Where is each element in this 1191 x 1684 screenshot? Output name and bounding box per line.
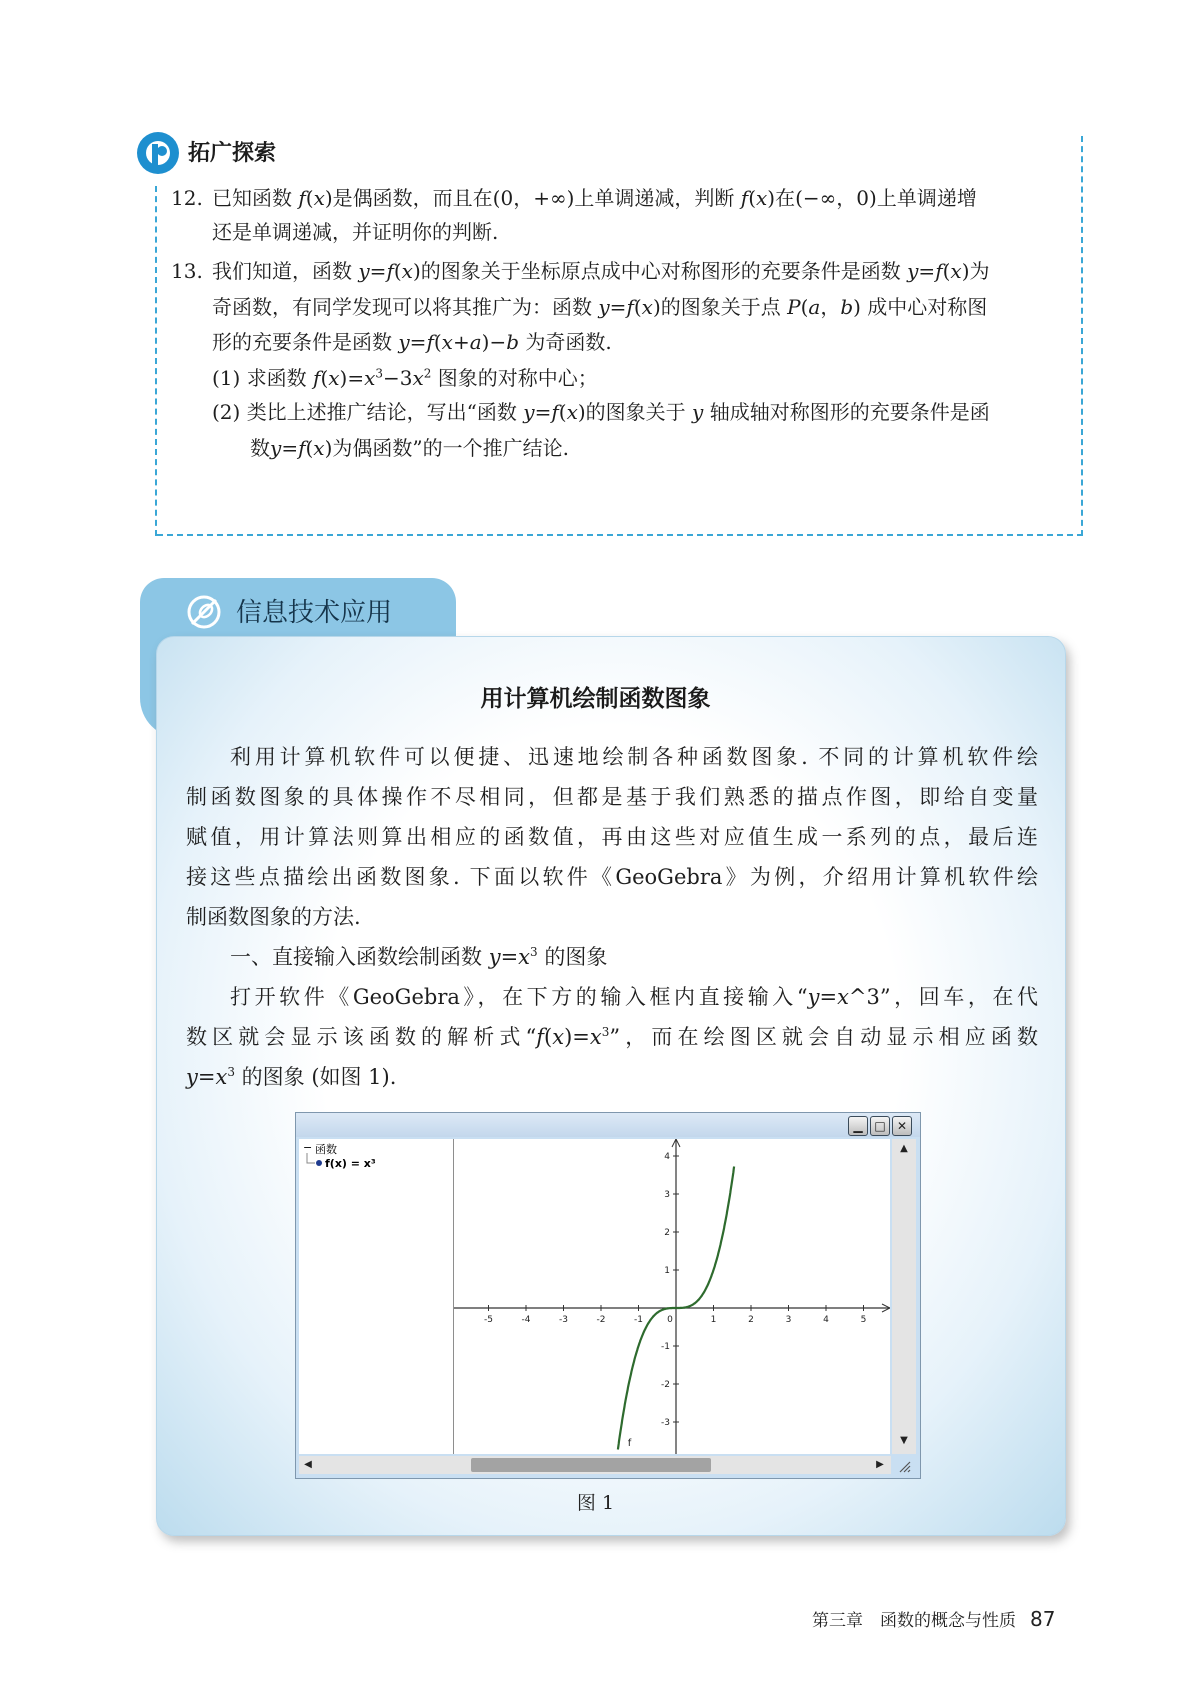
x-tick-label: 4 <box>823 1315 829 1325</box>
paragraph-line: 数区就会显示该函数的解析式“$f(x)=x^3$”，而在绘图区就会自动显示相应函数 <box>186 1025 1038 1049</box>
exercise-line: 数y=f(x)为偶函数”的一个推广结论. <box>250 436 569 460</box>
paragraph-line: 制函数图象的具体操作不尽相同，但都是基于我们熟悉的描点作图，即给自变量 <box>186 785 1038 809</box>
horizontal-scrollbar[interactable] <box>299 1456 891 1474</box>
resize-grip-icon[interactable] <box>896 1458 912 1474</box>
info-tech-icon <box>186 594 222 630</box>
maximize-button[interactable]: □ <box>870 1116 890 1136</box>
exercise-line: 奇函数，有同学发现可以将其推广为：函数 y=f(x)的图象关于点 P(a，b) 成中心对称图 <box>212 295 988 319</box>
vertical-scrollbar[interactable] <box>892 1139 916 1454</box>
geogebra-titlebar <box>296 1113 920 1137</box>
exercise-line: 我们知道，函数 y=f(x)的图象关于坐标原点成中心对称图形的充要条件是函数 y=f(x)为 <box>212 259 990 283</box>
page-number: 87 <box>1030 1607 1056 1631</box>
x-tick-label: -5 <box>484 1315 493 1325</box>
exercise-line: 还是单调递减，并证明你的判断. <box>212 220 499 244</box>
algebra-function-entry[interactable]: f(x) = x³ <box>325 1157 376 1170</box>
scroll-right-icon[interactable]: ▶ <box>876 1459 884 1470</box>
y-tick-label: 1 <box>664 1266 670 1276</box>
x-tick-label: -3 <box>559 1315 568 1325</box>
x-tick-label: 5 <box>860 1315 867 1325</box>
function-graph <box>454 1139 890 1454</box>
tree-branch-icon <box>305 1153 325 1167</box>
horizontal-scroll-thumb[interactable] <box>471 1458 711 1472</box>
page-footer <box>812 1606 1055 1631</box>
paragraph-line: 接这些点描绘出函数图象. 下面以软件《GeoGebra》为例，介绍用计算机软件绘 <box>186 865 1038 889</box>
paragraph-line: $y=x^3$ 的图象 (如图 1). <box>186 1065 397 1089</box>
section-heading: 一、直接输入函数绘制函数 $y=x^3$ 的图象 <box>230 945 608 969</box>
paragraph-line: 制函数图象的方法. <box>186 905 361 929</box>
y-tick-label: -1 <box>661 1342 670 1352</box>
exercise-line: 形的充要条件是函数 y=f(x+a)−b 为奇函数. <box>212 330 612 354</box>
x-tick-label: -2 <box>596 1315 606 1325</box>
paragraph-line: 赋值，用计算法则算出相应的函数值，再由这些对应值生成一系列的点，最后连 <box>186 825 1038 849</box>
figure-caption: 图 1 <box>576 1492 615 1514</box>
exercise-number: 13. <box>171 259 203 283</box>
x-tick-label: -4 <box>521 1315 531 1325</box>
info-tech-tab-title: 信息技术应用 <box>236 598 393 628</box>
x-tick-label: 1 <box>710 1315 717 1325</box>
x-tick-label: 2 <box>748 1315 754 1325</box>
y-tick-label: 2 <box>664 1228 670 1238</box>
geogebra-window <box>295 1112 921 1479</box>
scroll-up-icon[interactable]: ▲ <box>900 1143 908 1154</box>
explore-section-icon <box>135 130 181 176</box>
x-tick-label: -1 <box>634 1315 643 1325</box>
exercise-number: 12. <box>171 186 203 210</box>
y-tick-label: 3 <box>664 1190 670 1200</box>
curve-label: f <box>627 1438 632 1449</box>
paragraph-line: 利用计算机软件可以便捷、迅速地绘制各种函数图象. 不同的计算机软件绘 <box>230 745 1038 769</box>
x-tick-label: 3 <box>785 1315 792 1325</box>
algebra-tree-header: 函数 <box>315 1143 337 1156</box>
x-tick-label: 0 <box>667 1315 673 1325</box>
close-button[interactable]: ✕ <box>892 1116 912 1136</box>
y-tick-label: 4 <box>664 1152 670 1162</box>
scroll-down-icon[interactable]: ▼ <box>900 1435 908 1446</box>
graphics-view[interactable] <box>454 1139 890 1454</box>
algebra-view <box>299 1139 454 1454</box>
y-tick-label: -3 <box>661 1418 670 1428</box>
point-visibility-icon <box>316 1160 322 1166</box>
chapter-title: 第三章 函数的概念与性质 <box>812 1611 1016 1631</box>
info-tech-title: 用计算机绘制函数图象 <box>480 686 711 712</box>
explore-section-title: 拓广探索 <box>188 141 277 166</box>
scroll-left-icon[interactable]: ◀ <box>304 1459 312 1470</box>
y-tick-label: -2 <box>661 1380 670 1390</box>
exercise-line: 已知函数 f(x)是偶函数，而且在(0，+∞)上单调递减，判断 f(x)在(−∞，0)上单调递增 <box>212 186 977 210</box>
exercise-line: (1) 求函数 $f(x)=x^3-3x^2$ 图象的对称中心； <box>212 366 598 390</box>
tree-collapse-icon[interactable]: − <box>303 1141 313 1154</box>
exercise-line: (2) 类比上述推广结论，写出“函数 y=f(x)的图象关于 y 轴成轴对称图形的充要条件是函 <box>212 400 990 424</box>
minimize-button[interactable]: ▁ <box>848 1116 868 1136</box>
paragraph-line: 打开软件《GeoGebra》，在下方的输入框内直接输入“y=x^3”，回车，在代 <box>230 985 1038 1009</box>
